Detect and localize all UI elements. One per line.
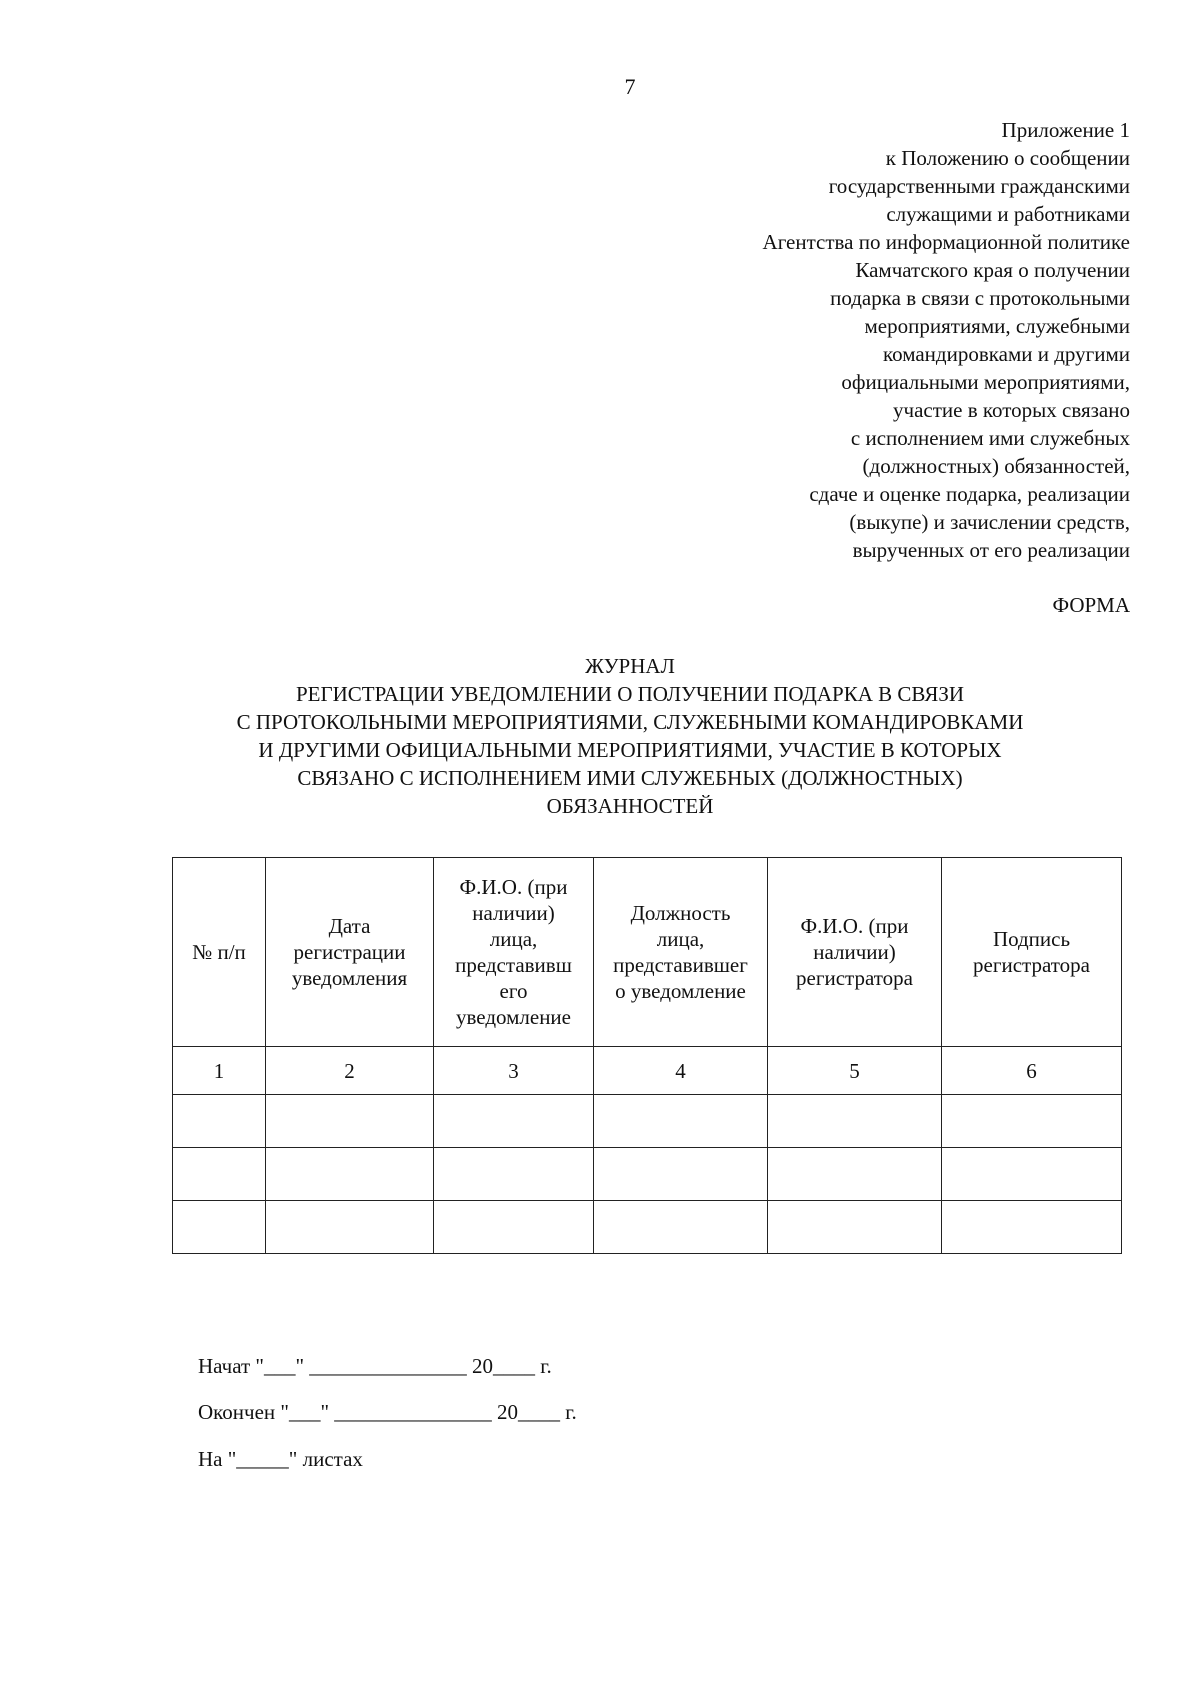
table-cell[interactable] <box>434 1201 594 1254</box>
appendix-line: официальными мероприятиями, <box>841 370 1130 394</box>
appendix-line: сдаче и оценке подарка, реализации <box>809 482 1130 506</box>
appendix-line: государственными гражданскими <box>828 174 1130 198</box>
table-cell[interactable] <box>434 1148 594 1201</box>
appendix-line: к Положению о сообщении <box>885 146 1130 170</box>
journal-started-line: Начат "___" _______________ 20____ г. <box>198 1354 552 1378</box>
table-cell[interactable] <box>434 1095 594 1148</box>
table-row <box>173 1148 1122 1201</box>
appendix-line: Камчатского края о получении <box>855 258 1130 282</box>
table-cell[interactable] <box>942 1095 1122 1148</box>
appendix-line: служащими и работниками <box>886 202 1130 226</box>
table-cell[interactable] <box>266 1148 434 1201</box>
table-cell[interactable] <box>768 1201 942 1254</box>
table-header-row <box>173 858 1122 1047</box>
journal-title-line: СВЯЗАНО С ИСПОЛНЕНИЕМ ИМИ СЛУЖЕБНЫХ (ДОЛЖНОСТНЫХ) <box>297 766 963 790</box>
table-cell[interactable] <box>942 1148 1122 1201</box>
appendix-line: Агентства по информационной политике <box>762 230 1130 254</box>
appendix-line: вырученных от его реализации <box>852 538 1130 562</box>
appendix-block <box>530 116 1130 564</box>
appendix-line: участие в которых связано <box>893 398 1130 422</box>
header-cell-submitter-name: Ф.И.О. (при наличии) лица, представивш его уведомление <box>434 858 594 1047</box>
page-number: 7 <box>624 74 636 99</box>
table-cell[interactable] <box>266 1095 434 1148</box>
journal-table <box>172 857 1122 1254</box>
journal-title <box>170 652 1090 820</box>
column-number-cell: 6 <box>942 1047 1122 1095</box>
table-cell[interactable] <box>594 1095 768 1148</box>
table-cell[interactable] <box>173 1201 266 1254</box>
journal-title-line: И ДРУГИМИ ОФИЦИАЛЬНЫМИ МЕРОПРИЯТИЯМИ, УЧАСТИЕ В КОТОРЫХ <box>258 738 1002 762</box>
table-cell[interactable] <box>594 1148 768 1201</box>
journal-title-line: ЖУРНАЛ <box>585 654 675 678</box>
column-number-cell: 5 <box>768 1047 942 1095</box>
journal-title-line: РЕГИСТРАЦИИ УВЕДОМЛЕНИИ О ПОЛУЧЕНИИ ПОДАРКА В СВЯЗИ <box>295 682 965 706</box>
appendix-line: (выкупе) и зачислении средств, <box>849 510 1130 534</box>
column-number-cell: 4 <box>594 1047 768 1095</box>
journal-sheets-line: На "_____" листах <box>198 1447 363 1471</box>
header-cell-registration-date: Дата регистрации уведомления <box>266 858 434 1047</box>
appendix-line: командировками и другими <box>882 342 1130 366</box>
table-cell[interactable] <box>768 1095 942 1148</box>
appendix-line: мероприятиями, служебными <box>864 314 1130 338</box>
header-cell-registrar-name: Ф.И.О. (при наличии) регистратора <box>768 858 942 1047</box>
table-cell[interactable] <box>768 1148 942 1201</box>
column-number-cell: 1 <box>173 1047 266 1095</box>
header-cell-submitter-position: Должность лица, представившег о уведомление <box>594 858 768 1047</box>
appendix-line: с исполнением ими служебных <box>850 426 1130 450</box>
appendix-line: (должностных) обязанностей, <box>862 454 1130 478</box>
table-cell[interactable] <box>942 1201 1122 1254</box>
column-number-row <box>173 1047 1122 1095</box>
table-cell[interactable] <box>266 1201 434 1254</box>
form-label: ФОРМА <box>1052 593 1130 617</box>
table-cell[interactable] <box>594 1201 768 1254</box>
header-cell-registrar-signature: Подпись регистратора <box>942 858 1122 1047</box>
column-number-cell: 2 <box>266 1047 434 1095</box>
journal-title-line: С ПРОТОКОЛЬНЫМИ МЕРОПРИЯТИЯМИ, СЛУЖЕБНЫМИ КОМАНДИРОВКАМИ <box>236 710 1024 734</box>
appendix-line: Приложение 1 <box>1001 118 1130 142</box>
appendix-line: подарка в связи с протокольными <box>830 286 1130 310</box>
header-cell-number: № п/п <box>173 858 266 1047</box>
journal-title-line: ОБЯЗАННОСТЕЙ <box>546 794 714 818</box>
table-row <box>173 1095 1122 1148</box>
table-row <box>173 1201 1122 1254</box>
table-cell[interactable] <box>173 1148 266 1201</box>
journal-ended-line: Окончен "___" _______________ 20____ г. <box>198 1400 577 1424</box>
table-cell[interactable] <box>173 1095 266 1148</box>
column-number-cell: 3 <box>434 1047 594 1095</box>
